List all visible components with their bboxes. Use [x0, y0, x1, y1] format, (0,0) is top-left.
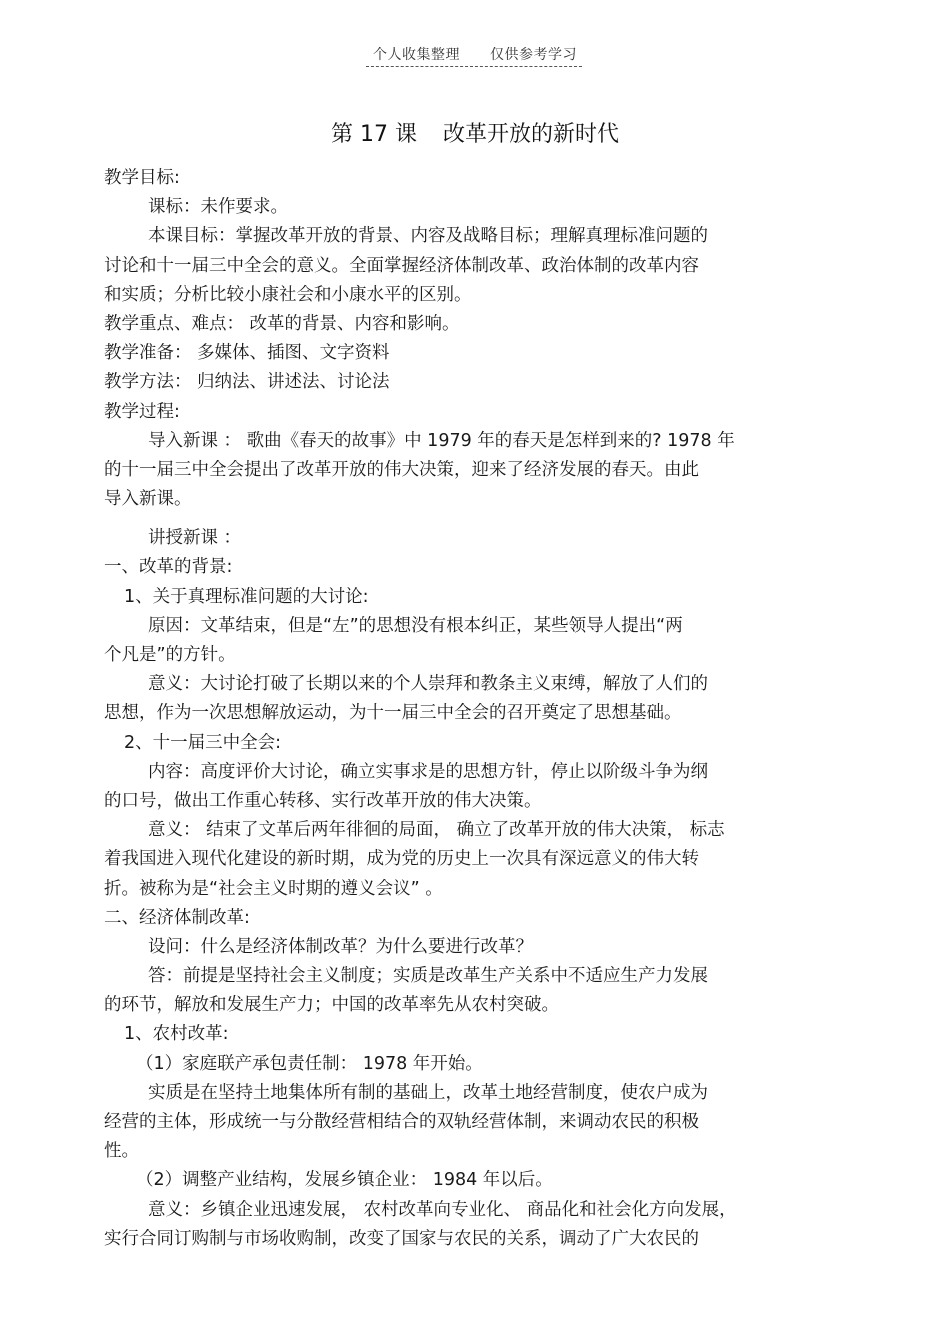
- document-body: [104, 164, 849, 1254]
- paragraph-line: 意义：大讨论打破了长期以来的个人崇拜和教条主义束缚，解放了人们的: [148, 674, 708, 695]
- subsection-heading: 1、关于真理标准问题的大讨论:: [124, 586, 369, 607]
- paragraph-line: 导入新课。: [104, 489, 192, 510]
- paragraph-line: 原因：文革结束，但是“左”的思想没有根本纠正，某些领导人提出“两: [148, 615, 683, 636]
- paragraph-line: 教学重点、难点： 改革的背景、内容和影响。: [104, 313, 460, 334]
- paragraph-line: 本课目标：掌握改革开放的背景、内容及战略目标；理解真理标准问题的: [148, 226, 708, 247]
- subsection-heading: 1、农村改革:: [124, 1024, 229, 1045]
- page-header: [0, 44, 950, 64]
- lesson-title: [0, 117, 950, 148]
- paragraph-line: 答：前提是坚持社会主义制度；实质是改革生产关系中不适应生产力发展: [148, 966, 708, 987]
- item-heading: （2）调整产业结构，发展乡镇企业： 1984 年以后。: [136, 1170, 553, 1191]
- lesson-number: 第 17 课: [331, 122, 417, 147]
- paragraph-line: 思想，作为一次思想解放运动，为十一届三中全会的召开奠定了思想基础。: [104, 703, 682, 724]
- paragraph-line: 个凡是”的方针。: [104, 645, 236, 665]
- paragraph-line: 教学准备： 多媒体、插图、文字资料: [104, 343, 390, 364]
- paragraph-line: 的环节，解放和发展生产力；中国的改革率先从农村突破。: [104, 995, 559, 1016]
- subsection-heading: 2、十一届三中全会:: [124, 732, 282, 753]
- section-heading: 教学过程:: [104, 401, 180, 422]
- paragraph-line: 实质是在坚持土地集体所有制的基础上，改革土地经营制度，使农户成为: [148, 1082, 708, 1103]
- paragraph-line: 实行合同订购制与市场收购制，改变了国家与农民的关系，调动了广大农民的: [104, 1228, 699, 1249]
- section-heading: 教学目标:: [104, 168, 180, 188]
- paragraph-line: 着我国进入现代化建设的新时期，成为党的历史上一次具有深远意义的伟大转: [104, 849, 699, 870]
- paragraph-line: 设问：什么是经济体制改革？为什么要进行改革？: [148, 936, 533, 957]
- paragraph-line: 讨论和十一届三中全会的意义。全面掌握经济体制改革、政治体制的改革内容: [104, 255, 699, 276]
- section-heading: 二、经济体制改革:: [104, 907, 250, 928]
- paragraph-line: 和实质；分析比较小康社会和小康水平的区别。: [104, 284, 472, 305]
- paragraph-line: 讲授新课 ：: [148, 528, 242, 549]
- header-dashed-rule: [366, 66, 582, 67]
- paragraph-line: 教学方法： 归纳法、讲述法、讨论法: [104, 372, 390, 393]
- paragraph-line: 导入新课 ： 歌曲《春天的故事》中 1979 年的春天是怎样到来的? 1978 年: [148, 430, 735, 451]
- paragraph-line: 的口号，做出工作重心转移、实行改革开放的伟大决策。: [104, 790, 542, 811]
- header-left-text: 个人收集整理: [373, 47, 460, 63]
- paragraph-line: 内容：高度评价大讨论，确立实事求是的思想方针，停止以阶级斗争为纲: [148, 761, 708, 782]
- paragraph-line: 的十一届三中全会提出了改革开放的伟大决策，迎来了经济发展的春天。由此: [104, 459, 699, 480]
- paragraph-line: 课标：未作要求。: [148, 197, 288, 218]
- item-heading: （1）家庭联产承包责任制： 1978 年开始。: [136, 1053, 483, 1074]
- paragraph-line: 经营的主体，形成统一与分散经营相结合的双轨经营体制，来调动农民的积极: [104, 1112, 699, 1132]
- header-right-text: 仅供参考学习: [490, 47, 577, 63]
- paragraph-line: 折。被称为是“社会主义时期的遵义会议” 。: [104, 878, 443, 899]
- paragraph-line: 意义： 结束了文革后两年徘徊的局面， 确立了改革开放的伟大决策， 标志: [148, 820, 725, 841]
- paragraph-line: 性。: [104, 1141, 139, 1162]
- section-heading: 一、改革的背景:: [104, 557, 233, 578]
- paragraph-line: 意义：乡镇企业迅速发展， 农村改革向专业化、 商品化和社会化方向发展，: [148, 1199, 737, 1220]
- lesson-topic: 改革开放的新时代: [442, 122, 619, 147]
